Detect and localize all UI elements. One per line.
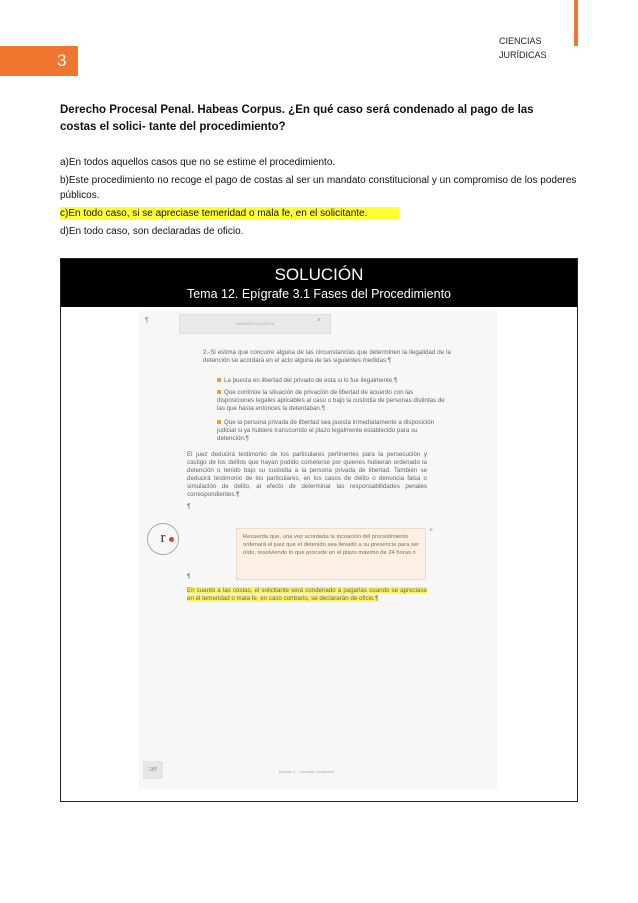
logo-dot [169,537,174,542]
option-d: d)En todo caso, son declaradas de oficio. [60,226,244,237]
solution-box [60,258,578,802]
highlighted-answer: c)En todo caso, si se apreciase temeridad o mala fe, en el solicitante. [60,207,399,220]
solution-title: SOLUCIÓN [274,265,364,284]
doc-item-2: 2.-Si estima que concurre alguna de las circunstancias que determinen la ilegalidad de la detención se acordará en el acto alguna de las siguientes medidas:¶ [203,349,451,364]
doc-callout: Recuerda que, una vez acordada la incoación del procedimiento ordenará el juez que el detenido sea llevado a su presencia para ser oído, resolviendo lo que procede en el plazo máximo de 24 horas.¤ [236,528,426,580]
question-text: Derecho Procesal Penal. Habeas Corpus. ¿En qué caso será condenado al pago de las costas el solici- tante del procedimiento? [60,104,534,133]
accent-line [574,0,578,46]
study-logo-icon: r [147,523,179,555]
close-icon: × [317,317,322,324]
option-b: b)Este procedimiento no recoge el pago de costas al ser un mandato constitucional y un compromiso de los poderes públicos. [60,175,577,201]
option-a: a)En todos aquellos casos que no se estime el procedimiento. [60,157,336,168]
doc-bullet-3: Que la persona privada de libertad sea puesta inmediatamente a disposición judicial si ya hubiere transcurrido el plazo legalmente establecido para su detención.¶ [217,419,435,442]
bullet-icon [217,390,221,394]
bullet-icon [217,378,221,382]
bullet-icon [217,420,221,424]
chapter-badge: 3 [0,46,78,76]
doc-bullet-2: Que continúe la situación de privación de libertad de acuerdo con las disposiciones legales aplicables al caso o bajo la custodia de personas distintas de las que hasta entonces la detentaban.¶ [217,389,445,412]
doc-bullet-1: La puesta en libertad del privado de esta si lo fue ilegalmente.¶ [217,377,449,385]
doc-header-label: GRAMÁTICA CÍVICA [179,314,331,334]
doc-footer-text: Módulo 1 - Ciencias Jurídicas® [279,769,335,774]
solution-header [61,259,577,307]
option-c-correct [60,206,580,221]
brand-label [499,34,547,62]
pilcrow-mark: ¶ [145,317,149,324]
document-screenshot [139,311,497,789]
costs-highlight: En cuanto a las costas, el solicitante será condenado a pagarlas cuando se apreciase en él temeridad o mala fe, en caso contrario, se declararán de oficio.¶ [187,587,427,602]
close-icon: × [429,527,434,534]
answer-options [60,155,580,242]
doc-pilcrow: ¶ [187,503,191,510]
solution-subtitle: Tema 12. Epígrafe 3.1 Fases del Procedimiento [186,287,452,301]
doc-pilcrow-2: ¶ [187,573,191,580]
doc-judge-paragraph: El juez deducirá testimonio de los particulares pertinentes para la persecución y castigo de los delitos que hayan podido cometerse por quienes hubieran ordenado la detención o tenido bajo su custodia a la persona privada de libertad. También se deducirá testimonio de los particulares, en los casos de delito o denuncia falsa o simulación de delito, al efecto de determinar las responsabilidades penales correspondientes.¶ [187,451,427,498]
doc-costs-paragraph [187,587,427,603]
doc-page-number: 28¶ [143,761,163,779]
brand-line-2: JURÍDICAS [499,50,547,60]
brand-line-1: CIENCIAS [499,36,542,46]
